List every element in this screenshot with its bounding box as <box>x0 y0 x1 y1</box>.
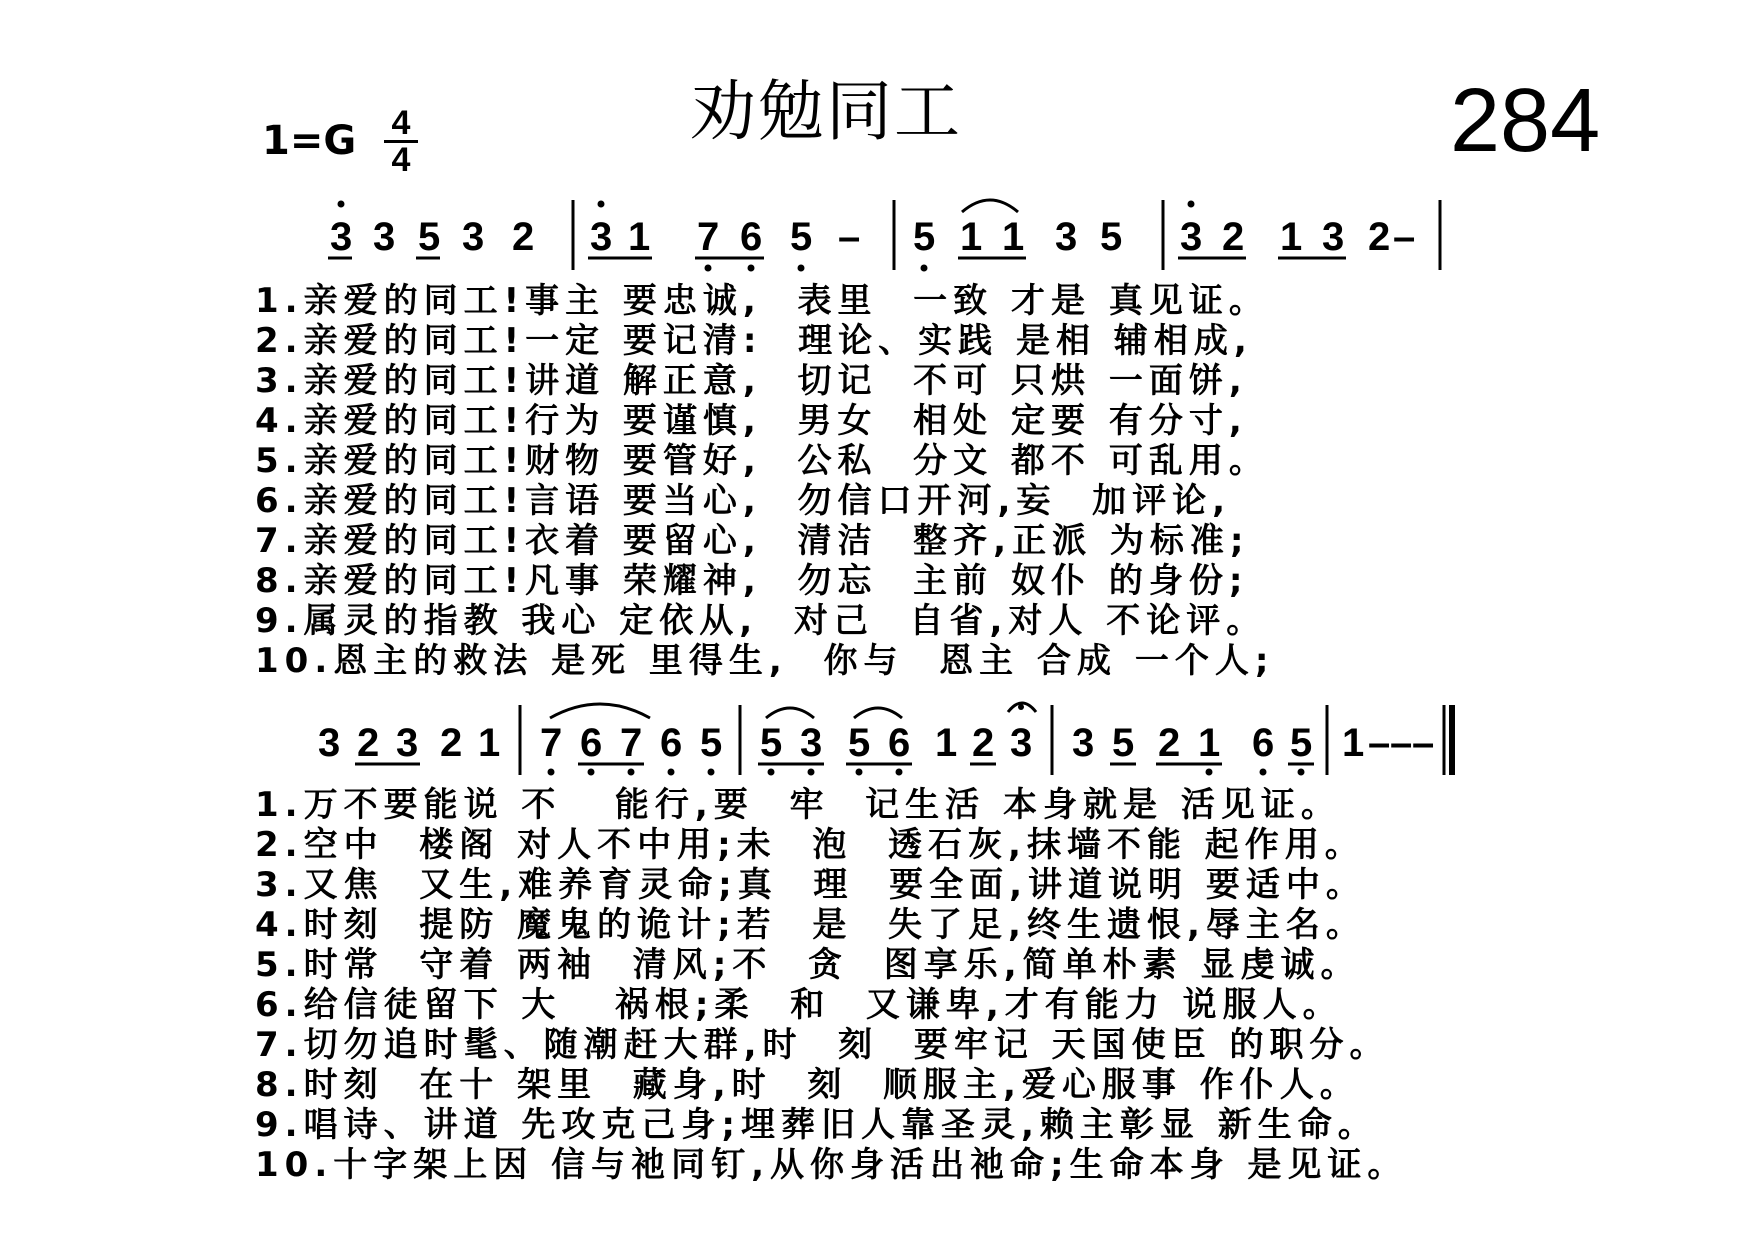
note: 7 <box>620 721 643 765</box>
slur <box>550 704 650 718</box>
lyric-line: 8.亲爱的同工!凡事 荣耀神, 勿忘 主前 奴仆 的身份; <box>255 561 1249 601</box>
note: 3 <box>590 215 613 259</box>
low-dot <box>1206 769 1213 776</box>
note: – <box>838 215 861 259</box>
low-dot <box>1298 769 1305 776</box>
note: 3 <box>373 215 396 259</box>
note: 2 <box>1368 215 1391 259</box>
note: – <box>1412 721 1435 765</box>
note: 2 <box>512 215 535 259</box>
low-dot <box>798 265 805 272</box>
note: – <box>1368 721 1391 765</box>
note: 3 <box>1072 721 1095 765</box>
note: 5 <box>760 721 783 765</box>
high-dot <box>598 201 605 208</box>
note: 1 <box>628 215 651 259</box>
low-dot <box>896 769 903 776</box>
note: 3 <box>396 721 419 765</box>
note: 2 <box>1158 721 1181 765</box>
lyric-line: 7.亲爱的同工!衣着 要留心, 清洁 整齐,正派 为标准; <box>255 521 1250 561</box>
note: 3 <box>800 721 823 765</box>
note: 1 <box>478 721 501 765</box>
notation-system-2 <box>318 721 1434 765</box>
note: 1 <box>1342 721 1365 765</box>
note: 5 <box>1100 215 1123 259</box>
note: 5 <box>418 215 441 259</box>
note: 6 <box>580 721 603 765</box>
lyric-line: 10.恩主的救法 是死 里得生, 你与 恩主 合成 一个人; <box>255 641 1275 681</box>
note: 1 <box>1002 215 1025 259</box>
lyric-line: 3.亲爱的同工!讲道 解正意, 切记 不可 只烘 一面饼, <box>255 361 1248 401</box>
note: 1 <box>1198 721 1221 765</box>
lyric-line: 5.时常 守着 两袖 清风;不 贪 图享乐,简单朴素 显虔诚。 <box>255 945 1361 985</box>
low-dot <box>708 769 715 776</box>
lyrics-block-2 <box>255 785 1407 1185</box>
note: 1 <box>935 721 958 765</box>
note: 5 <box>700 721 723 765</box>
lyrics-block-1 <box>255 281 1274 681</box>
lyric-line: 10.十字架上因 信与祂同钉,从你身活出祂命;生命本身 是见证。 <box>255 1145 1408 1185</box>
fermata-dot <box>1018 704 1024 710</box>
lyric-line: 3.又焦 又生,难养育灵命;真 理 要全面,讲道说明 要适中。 <box>255 865 1366 905</box>
notation-system-1 <box>330 215 1415 259</box>
lyric-line: 9.属灵的指教 我心 定依从, 对己 自省,对人 不论评。 <box>255 601 1267 641</box>
key-signature: 1=G <box>262 118 357 164</box>
low-dot <box>668 769 675 776</box>
note: 1 <box>960 215 983 259</box>
slur <box>962 200 1018 212</box>
time-signature-bottom: 4 <box>391 141 411 179</box>
high-dot <box>338 201 345 208</box>
note: 6 <box>740 215 763 259</box>
lyric-line: 9.唱诗、讲道 先攻克己身;埋葬旧人靠圣灵,赖主彰显 新生命。 <box>255 1105 1378 1145</box>
lyric-line: 4.时刻 提防 魔鬼的诡计;若 是 失了足,终生遗恨,辱主名。 <box>255 905 1366 945</box>
note: 1 <box>1280 215 1303 259</box>
note: 3 <box>318 721 341 765</box>
note: 3 <box>1055 215 1078 259</box>
lyric-line: 2.空中 楼阁 对人不中用;未 泡 透石灰,抹墙不能 起作用。 <box>255 825 1365 865</box>
note: – <box>1390 721 1413 765</box>
low-dot <box>705 265 712 272</box>
song-title: 劝勉同工 <box>690 73 962 150</box>
note: 2 <box>1222 215 1245 259</box>
slur <box>854 708 902 718</box>
low-dot <box>768 769 775 776</box>
low-dot <box>588 769 595 776</box>
note: 2 <box>440 721 463 765</box>
low-dot <box>628 769 635 776</box>
lyric-line: 6.亲爱的同工!言语 要当心, 勿信口开河,妄 加评论, <box>255 481 1232 521</box>
note: 3 <box>330 215 353 259</box>
note: 2 <box>972 721 995 765</box>
lyric-line: 8.时刻 在十 架里 藏身,时 刻 顺服主,爱心服事 作仆人。 <box>255 1065 1360 1105</box>
high-dot <box>1188 201 1195 208</box>
low-dot <box>748 265 755 272</box>
slur <box>766 708 814 718</box>
note: 6 <box>888 721 911 765</box>
low-dot <box>808 769 815 776</box>
time-signature-top: 4 <box>384 106 418 143</box>
note: – <box>1393 215 1416 259</box>
note: 6 <box>1252 721 1275 765</box>
lyric-line: 4.亲爱的同工!行为 要谨慎, 男女 相处 定要 有分寸, <box>255 401 1248 441</box>
low-dot <box>1260 769 1267 776</box>
hymn-number: 284 <box>1450 71 1601 171</box>
note: 3 <box>1322 215 1345 259</box>
lyric-line: 6.给信徒留下 大 祸根;柔 和 又谦卑,才有能力 说服人。 <box>255 985 1343 1025</box>
lyric-line: 1.亲爱的同工!事主 要忠诚, 表里 一致 才是 真见证。 <box>255 281 1269 321</box>
note: 5 <box>1290 721 1313 765</box>
note: 5 <box>790 215 813 259</box>
lyric-line: 1.万不要能说 不 能行,要 牢 记生活 本身就是 活见证。 <box>255 785 1341 825</box>
notation-marks-1 <box>328 200 1440 270</box>
lyric-line: 5.亲爱的同工!财物 要管好, 公私 分文 都不 可乱用。 <box>255 441 1269 481</box>
low-dot <box>548 769 555 776</box>
note: 3 <box>1180 215 1203 259</box>
note: 7 <box>540 721 563 765</box>
note: 5 <box>913 215 936 259</box>
note: 7 <box>697 215 720 259</box>
note: 3 <box>462 215 485 259</box>
note: 3 <box>1010 721 1033 765</box>
lyric-line: 2.亲爱的同工!一定 要记清: 理论、实践 是相 辅相成, <box>255 321 1253 361</box>
low-dot <box>856 769 863 776</box>
note: 2 <box>357 721 380 765</box>
low-dot <box>921 265 928 272</box>
lyric-line: 7.切勿追时髦、随潮赶大群,时 刻 要牢记 天国使臣 的职分。 <box>255 1025 1390 1065</box>
note: 5 <box>848 721 871 765</box>
note: 6 <box>660 721 683 765</box>
note: 5 <box>1112 721 1135 765</box>
